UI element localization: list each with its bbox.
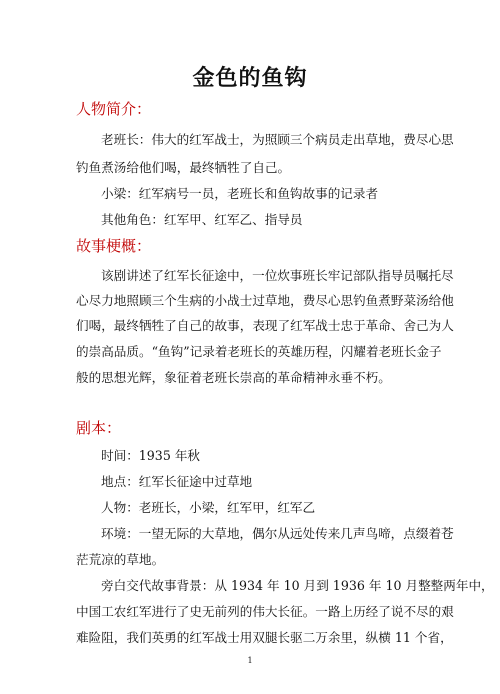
script-line-environment-2: 茫荒凉的草地。: [76, 552, 165, 567]
section-heading-characters: 人物简介：: [76, 100, 152, 118]
section-heading-script: 剧本：: [76, 419, 122, 437]
document-title: 金色的鱼钩: [192, 66, 308, 91]
page-number: 1: [247, 656, 253, 665]
synopsis-line-4: 的崇高品质。“鱼钩”记录着老班长的英雄历程，闪耀着老班长金子: [76, 344, 442, 359]
synopsis-line-5: 般的思想光辉，象征着老班长崇高的革命精神永垂不朽。: [76, 370, 391, 385]
script-line-characters: 人物：老班长，小梁，红军甲，红军乙: [101, 500, 316, 515]
characters-line-3: 小梁：红军病号一员，老班长和鱼钩故事的记录者: [101, 186, 379, 201]
characters-line-2: 钓鱼煮汤给他们喝，最终牺牲了自己。: [76, 160, 291, 175]
characters-line-1: 老班长：伟大的红军战士，为照顾三个病员走出草地，费尽心思: [101, 132, 454, 147]
synopsis-line-1: 该剧讲述了红军长征途中，一位炊事班长牢记部队指导员嘱托尽: [101, 268, 454, 283]
synopsis-line-2: 心尽力地照顾三个生病的小战士过草地，费尽心思钓鱼煮野菜汤给他: [76, 293, 454, 308]
script-line-time: 时间：1935 年秋: [101, 448, 201, 463]
script-line-narration-3: 难险阻，我们英勇的红军战士用双腿长驱二万余里，纵横 11 个省，: [76, 630, 453, 645]
script-line-narration-2: 中国工农红军进行了史无前列的伟大长征。一路上历经了说不尽的艰: [76, 604, 454, 619]
section-heading-synopsis: 故事梗概：: [76, 237, 152, 255]
script-line-environment-1: 环境：一望无际的大草地，偶尔从远处传来几声鸟啼，点缀着苍: [101, 526, 454, 541]
script-line-place: 地点：红军长征途中过草地: [101, 474, 253, 489]
synopsis-line-3: 们喝，最终牺牲了自己的故事，表现了红军战士忠于革命、舍己为人: [76, 318, 454, 333]
script-line-narration-1: 旁白交代故事背景：从 1934 年 10 月到 1936 年 10 月整整两年中，: [101, 578, 494, 593]
characters-line-4: 其他角色：红军甲、红军乙、指导员: [101, 212, 303, 227]
